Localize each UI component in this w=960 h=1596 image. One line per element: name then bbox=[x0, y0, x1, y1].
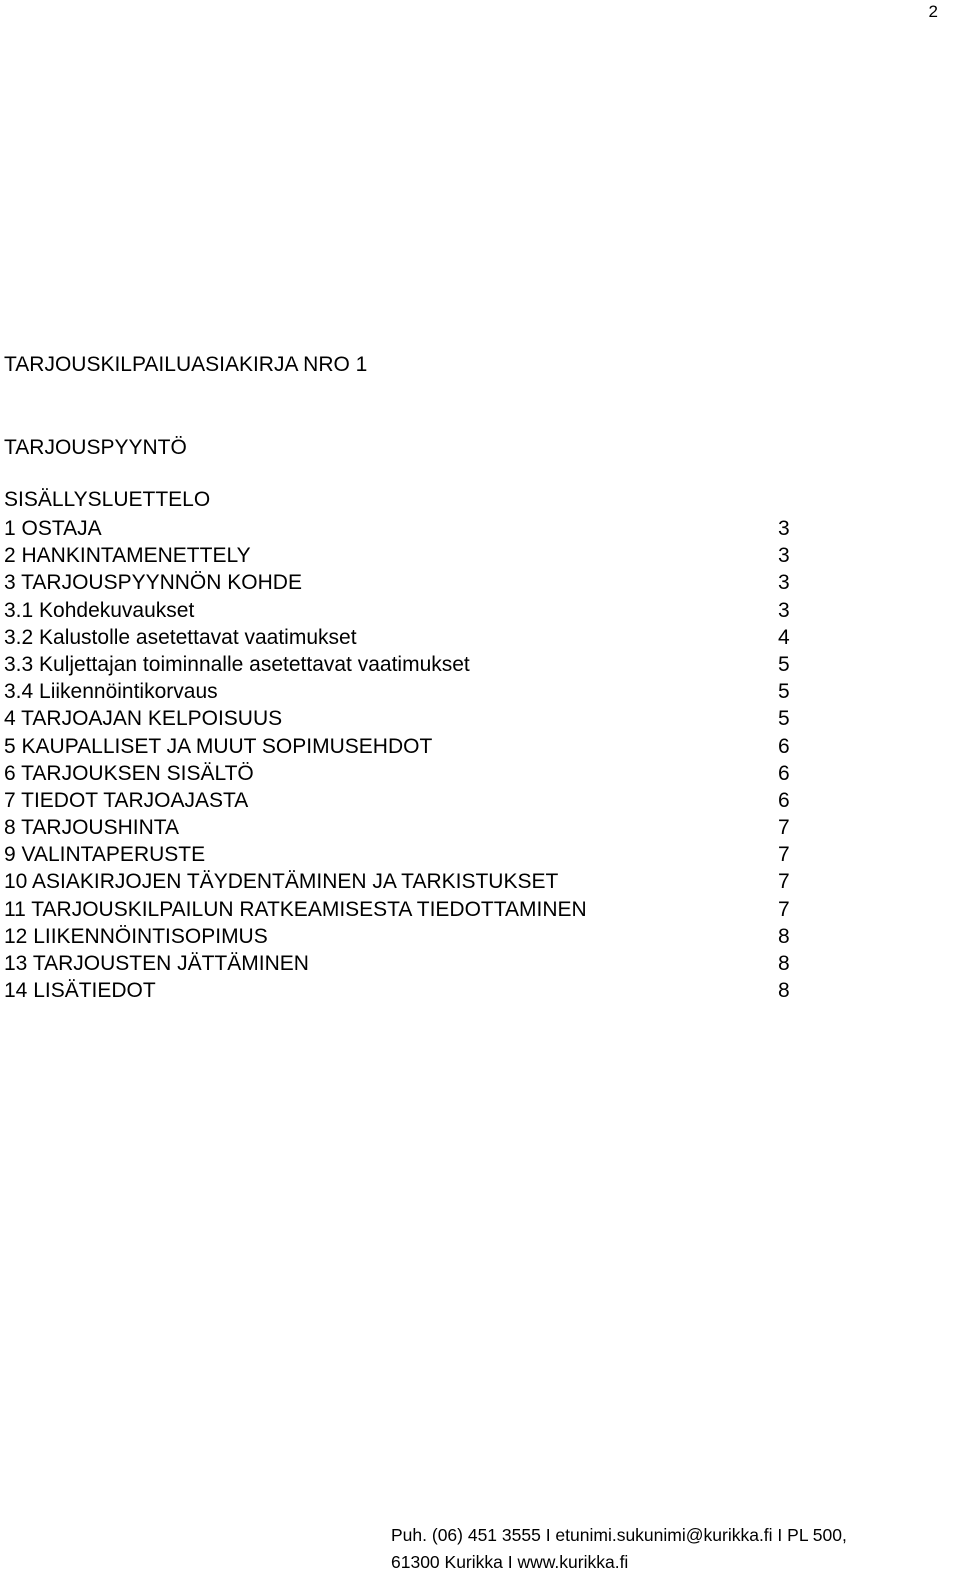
footer-line-address: 61300 Kurikka I www.kurikka.fi bbox=[391, 1552, 629, 1572]
toc-entry-label: 13 TARJOUSTEN JÄTTÄMINEN bbox=[4, 952, 309, 975]
toc-entry-label: 9 VALINTAPERUSTE bbox=[4, 843, 206, 867]
toc-entry-page: 6 bbox=[778, 761, 790, 785]
toc-entry bbox=[4, 923, 794, 950]
toc-entry-page: 5 bbox=[778, 707, 790, 731]
toc-entry bbox=[4, 868, 794, 895]
toc-entry-page: 7 bbox=[778, 870, 790, 894]
toc-entry-page: 7 bbox=[778, 816, 790, 840]
toc-entry-page: 7 bbox=[778, 843, 790, 867]
toc-entry-label: 5 KAUPALLISET JA MUUT SOPIMUSEHDOT bbox=[4, 734, 433, 758]
toc-entry-page: 3 bbox=[778, 571, 790, 595]
toc-entry-page: 6 bbox=[778, 734, 790, 758]
toc-entry-label: 14 LISÄTIEDOT bbox=[4, 979, 156, 1003]
toc-entry-page: 3 bbox=[778, 598, 790, 622]
toc-entry bbox=[4, 950, 794, 977]
toc-entry bbox=[4, 651, 794, 678]
toc-entry bbox=[4, 678, 794, 705]
toc-entry bbox=[4, 896, 794, 923]
toc-entry-label: 3 TARJOUSPYYNNÖN KOHDE bbox=[4, 571, 302, 595]
toc-entry bbox=[4, 760, 794, 787]
toc-entry-label: 3.4 Liikennöintikorvaus bbox=[4, 680, 218, 704]
toc-heading: SISÄLLYSLUETTELO bbox=[4, 488, 211, 511]
toc-entry bbox=[4, 814, 794, 841]
toc-entry-label: 3.2 Kalustolle asetettavat vaatimukset bbox=[4, 625, 357, 649]
footer-line-contact: Puh. (06) 451 3555 I etunimi.sukunimi@kurikka.fi I PL 500, bbox=[391, 1525, 847, 1545]
toc-entry bbox=[4, 624, 794, 651]
toc-entry-page: 4 bbox=[778, 625, 790, 649]
footer-contact bbox=[391, 1522, 847, 1576]
toc-entry-page: 8 bbox=[778, 979, 790, 1003]
toc-entry-label: 7 TIEDOT TARJOAJASTA bbox=[4, 788, 249, 812]
toc-entry-page: 6 bbox=[778, 788, 790, 812]
toc-entry-label: 2 HANKINTAMENETTELY bbox=[4, 544, 251, 568]
toc-entry-label: 3.3 Kuljettajan toiminnalle asetettavat vaatimukset bbox=[4, 652, 470, 676]
page-number: 2 bbox=[928, 2, 938, 21]
document-title: TARJOUSKILPAILUASIAKIRJA NRO 1 bbox=[4, 353, 368, 376]
toc-entry-page: 3 bbox=[778, 544, 790, 568]
toc-entry-page: 5 bbox=[778, 652, 790, 676]
toc-entry bbox=[4, 597, 794, 624]
toc-entry bbox=[4, 705, 794, 732]
toc-entry bbox=[4, 515, 794, 542]
table-of-contents bbox=[4, 515, 794, 1004]
toc-entry bbox=[4, 733, 794, 760]
toc-entry-label: 11 TARJOUSKILPAILUN RATKEAMISESTA TIEDOTTAMINEN bbox=[4, 897, 587, 921]
toc-entry-label: 8 TARJOUSHINTA bbox=[4, 816, 180, 840]
toc-entry-label: 3.1 Kohdekuvaukset bbox=[4, 598, 195, 622]
toc-entry-label: 10 ASIAKIRJOJEN TÄYDENTÄMINEN JA TARKISTUKSET bbox=[4, 870, 559, 894]
toc-entry bbox=[4, 787, 794, 814]
toc-entry bbox=[4, 841, 794, 868]
toc-entry-page: 8 bbox=[778, 924, 790, 948]
toc-entry-label: 4 TARJOAJAN KELPOISUUS bbox=[4, 707, 283, 731]
toc-entry bbox=[4, 542, 794, 569]
toc-entry bbox=[4, 569, 794, 596]
toc-entry-page: 7 bbox=[778, 897, 790, 921]
toc-entry-label: 1 OSTAJA bbox=[4, 517, 102, 540]
document-subtitle: TARJOUSPYYNTÖ bbox=[4, 436, 187, 459]
toc-entry-label: 6 TARJOUKSEN SISÄLTÖ bbox=[4, 761, 254, 785]
toc-entry-label: 12 LIIKENNÖINTISOPIMUS bbox=[4, 924, 268, 948]
toc-entry-page: 8 bbox=[778, 952, 790, 975]
toc-entry bbox=[4, 977, 794, 1004]
toc-entry-page: 3 bbox=[778, 517, 790, 540]
toc-entry-page: 5 bbox=[778, 680, 790, 704]
